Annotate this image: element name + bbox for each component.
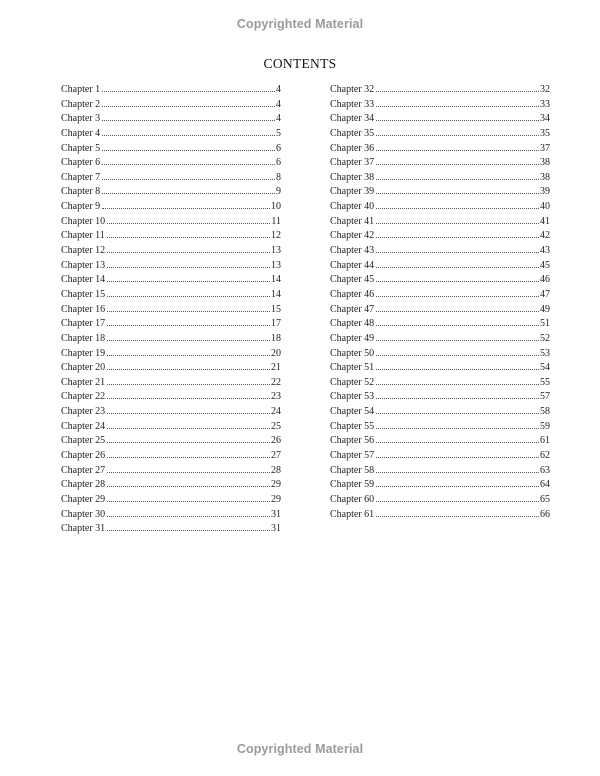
toc-entry-label: Chapter 52 <box>330 376 375 388</box>
toc-entry[interactable] <box>61 347 281 362</box>
toc-entry-label: Chapter 47 <box>330 303 375 315</box>
toc-entry[interactable] <box>61 522 281 537</box>
toc-entry-page-number: 32 <box>540 84 550 95</box>
toc-entry-label: Chapter 21 <box>61 376 106 388</box>
dot-leader <box>376 252 539 253</box>
dot-leader <box>376 164 539 165</box>
toc-entry[interactable] <box>61 434 281 449</box>
dot-leader <box>376 179 539 180</box>
dot-leader <box>107 384 270 385</box>
toc-entry[interactable] <box>330 142 550 157</box>
toc-entry-page-number: 21 <box>271 362 281 374</box>
toc-entry-label: Chapter 22 <box>61 391 106 403</box>
toc-entry-page-number: 4 <box>276 98 281 110</box>
toc-entry[interactable] <box>61 390 281 405</box>
toc-entry-label: Chapter 55 <box>330 420 375 432</box>
toc-entry[interactable] <box>330 317 550 332</box>
toc-entry-label: Chapter 5 <box>61 142 101 154</box>
toc-entry[interactable] <box>330 127 550 142</box>
toc-entry-label: Chapter 25 <box>61 435 106 447</box>
toc-entry[interactable] <box>330 288 550 303</box>
toc-entry[interactable] <box>330 303 550 318</box>
dot-leader <box>376 398 539 399</box>
dot-leader <box>376 428 539 429</box>
toc-entry[interactable] <box>61 98 281 113</box>
toc-entry[interactable] <box>330 347 550 362</box>
toc-entry[interactable] <box>330 361 550 376</box>
dot-leader <box>376 369 539 370</box>
toc-entry-label: Chapter 28 <box>61 479 106 491</box>
toc-entry-page-number: 14 <box>271 288 281 300</box>
toc-entry[interactable] <box>61 229 281 244</box>
toc-entry-label: Chapter 32 <box>330 84 375 95</box>
toc-entry[interactable] <box>330 156 550 171</box>
toc-entry-page-number: 4 <box>276 113 281 125</box>
toc-entry[interactable] <box>61 303 281 318</box>
toc-entry[interactable] <box>330 244 550 259</box>
toc-entry-page-number: 4 <box>276 84 281 95</box>
dot-leader <box>107 516 270 517</box>
toc-entry[interactable] <box>330 112 550 127</box>
toc-entry-label: Chapter 17 <box>61 318 106 330</box>
dot-leader <box>376 296 539 297</box>
dot-leader <box>107 296 270 297</box>
toc-entry-label: Chapter 15 <box>61 288 106 300</box>
toc-entry-label: Chapter 13 <box>61 259 106 271</box>
toc-entry-label: Chapter 51 <box>330 362 375 374</box>
toc-entry-page-number: 54 <box>540 362 550 374</box>
toc-entry-page-number: 55 <box>540 376 550 388</box>
toc-entry[interactable] <box>61 376 281 391</box>
toc-entry-page-number: 12 <box>271 230 281 242</box>
dot-leader <box>107 355 270 356</box>
toc-entry[interactable] <box>61 200 281 215</box>
toc-entry-page-number: 29 <box>271 479 281 491</box>
dot-leader <box>107 472 270 473</box>
toc-entry-label: Chapter 44 <box>330 259 375 271</box>
toc-entry[interactable] <box>61 259 281 274</box>
toc-entry[interactable] <box>61 156 281 171</box>
toc-entry[interactable] <box>330 98 550 113</box>
toc-entry[interactable] <box>330 273 550 288</box>
dot-leader <box>107 530 270 531</box>
toc-entry-label: Chapter 8 <box>61 186 101 198</box>
toc-entry-page-number: 38 <box>540 157 550 169</box>
toc-entry[interactable] <box>330 200 550 215</box>
toc-entry-page-number: 66 <box>540 508 550 520</box>
toc-column-left <box>61 83 281 537</box>
toc-entry[interactable] <box>61 244 281 259</box>
toc-entry-page-number: 20 <box>271 347 281 359</box>
toc-entry[interactable] <box>61 288 281 303</box>
toc-entry[interactable] <box>61 361 281 376</box>
toc-entry[interactable] <box>330 376 550 391</box>
toc-entry-page-number: 53 <box>540 347 550 359</box>
dot-leader <box>376 135 539 136</box>
toc-column-right <box>330 83 550 522</box>
toc-entry[interactable] <box>330 508 550 523</box>
dot-leader <box>376 223 539 224</box>
toc-entry-label: Chapter 31 <box>61 523 106 535</box>
toc-entry-page-number: 64 <box>540 479 550 491</box>
toc-entry-page-number: 49 <box>540 303 550 315</box>
toc-entry-page-number: 10 <box>271 201 281 213</box>
dot-leader <box>102 164 275 165</box>
toc-entry-label: Chapter 12 <box>61 245 106 257</box>
toc-entry-label: Chapter 37 <box>330 157 375 169</box>
toc-entry-label: Chapter 1 <box>61 84 101 95</box>
toc-entry-page-number: 61 <box>540 435 550 447</box>
toc-entry-page-number: 28 <box>271 464 281 476</box>
toc-entry[interactable] <box>61 420 281 435</box>
dot-leader <box>376 150 539 151</box>
toc-entry-page-number: 41 <box>540 215 550 227</box>
toc-entry-label: Chapter 35 <box>330 127 375 139</box>
dot-leader <box>376 355 539 356</box>
toc-entry-label: Chapter 39 <box>330 186 375 198</box>
dot-leader <box>107 223 270 224</box>
toc-entry[interactable] <box>330 171 550 186</box>
toc-entry-page-number: 15 <box>271 303 281 315</box>
toc-entry[interactable] <box>330 229 550 244</box>
toc-entry-page-number: 58 <box>540 406 550 418</box>
dot-leader <box>107 442 270 443</box>
toc-entry[interactable] <box>330 390 550 405</box>
toc-entry[interactable] <box>61 332 281 347</box>
toc-entry-page-number: 63 <box>540 464 550 476</box>
dot-leader <box>107 398 270 399</box>
toc-entry-page-number: 9 <box>276 186 281 198</box>
toc-entry-page-number: 40 <box>540 201 550 213</box>
toc-entry[interactable] <box>61 449 281 464</box>
toc-entry-page-number: 6 <box>276 157 281 169</box>
dot-leader <box>376 237 539 238</box>
dot-leader <box>102 150 275 151</box>
toc-entry-label: Chapter 56 <box>330 435 375 447</box>
dot-leader <box>376 208 539 209</box>
toc-entry-label: Chapter 41 <box>330 215 375 227</box>
toc-entry-page-number: 25 <box>271 420 281 432</box>
dot-leader <box>376 91 539 92</box>
toc-entry[interactable] <box>61 83 281 98</box>
toc-entry-page-number: 31 <box>271 508 281 520</box>
toc-entry-page-number: 38 <box>540 171 550 183</box>
toc-entry-label: Chapter 9 <box>61 201 101 213</box>
toc-entry[interactable] <box>61 405 281 420</box>
dot-leader <box>107 267 270 268</box>
page-title: CONTENTS <box>263 56 337 71</box>
toc-entry-label: Chapter 45 <box>330 274 375 286</box>
toc-entry-page-number: 59 <box>540 420 550 432</box>
dot-leader <box>376 106 539 107</box>
toc-entry-page-number: 17 <box>271 318 281 330</box>
toc-entry-label: Chapter 40 <box>330 201 375 213</box>
toc-entry-page-number: 65 <box>540 493 550 505</box>
toc-entry-page-number: 22 <box>271 376 281 388</box>
toc-entry-label: Chapter 30 <box>61 508 106 520</box>
toc-entry-label: Chapter 26 <box>61 450 106 462</box>
dot-leader <box>107 486 270 487</box>
dot-leader <box>376 486 539 487</box>
toc-entry-label: Chapter 27 <box>61 464 106 476</box>
dot-leader <box>376 311 539 312</box>
dot-leader <box>102 179 275 180</box>
dot-leader <box>102 135 275 136</box>
toc-entry-label: Chapter 36 <box>330 142 375 154</box>
toc-entry-page-number: 47 <box>540 288 550 300</box>
toc-entry-label: Chapter 33 <box>330 98 375 110</box>
dot-leader <box>376 193 539 194</box>
toc-entry[interactable] <box>61 127 281 142</box>
dot-leader <box>102 106 275 107</box>
toc-entry-page-number: 31 <box>271 523 281 535</box>
dot-leader <box>107 325 270 326</box>
toc-entry[interactable] <box>61 273 281 288</box>
dot-leader <box>102 193 275 194</box>
toc-entry-page-number: 34 <box>540 113 550 125</box>
toc-entry-label: Chapter 58 <box>330 464 375 476</box>
toc-entry-page-number: 11 <box>271 215 281 227</box>
toc-entry[interactable] <box>330 449 550 464</box>
toc-entry-label: Chapter 16 <box>61 303 106 315</box>
toc-entry-page-number: 57 <box>540 391 550 403</box>
toc-entry-page-number: 39 <box>540 186 550 198</box>
toc-entry-label: Chapter 42 <box>330 230 375 242</box>
toc-entry[interactable] <box>330 332 550 347</box>
toc-entry-label: Chapter 29 <box>61 493 106 505</box>
toc-entry-page-number: 5 <box>276 127 281 139</box>
toc-entry-label: Chapter 34 <box>330 113 375 125</box>
toc-entry[interactable] <box>330 493 550 508</box>
toc-entry[interactable] <box>61 142 281 157</box>
toc-entry-page-number: 29 <box>271 493 281 505</box>
toc-entry-page-number: 27 <box>271 450 281 462</box>
toc-entry-label: Chapter 7 <box>61 171 101 183</box>
toc-entry-page-number: 52 <box>540 332 550 344</box>
toc-entry-label: Chapter 50 <box>330 347 375 359</box>
dot-leader <box>376 442 539 443</box>
toc-entry-page-number: 37 <box>540 142 550 154</box>
toc-entry[interactable] <box>61 112 281 127</box>
dot-leader <box>376 501 539 502</box>
toc-entry-label: Chapter 11 <box>61 230 105 242</box>
dot-leader <box>107 281 270 282</box>
toc-entry[interactable] <box>61 493 281 508</box>
dot-leader <box>376 457 539 458</box>
copyright-watermark-top: Copyrighted Material <box>236 17 364 31</box>
toc-entry-label: Chapter 14 <box>61 274 106 286</box>
dot-leader <box>102 91 275 92</box>
toc-entry-page-number: 18 <box>271 332 281 344</box>
toc-entry-label: Chapter 23 <box>61 406 106 418</box>
toc-entry-label: Chapter 2 <box>61 98 101 110</box>
toc-entry[interactable] <box>330 83 550 98</box>
toc-entry[interactable] <box>330 478 550 493</box>
dot-leader <box>376 281 539 282</box>
dot-leader <box>376 472 539 473</box>
toc-entry-label: Chapter 61 <box>330 508 375 520</box>
toc-entry-page-number: 8 <box>276 171 281 183</box>
dot-leader <box>376 340 539 341</box>
toc-entry[interactable] <box>330 405 550 420</box>
copyright-watermark-bottom: Copyrighted Material <box>236 742 364 756</box>
dot-leader <box>107 311 270 312</box>
dot-leader <box>107 428 270 429</box>
dot-leader <box>376 120 539 121</box>
toc-entry-page-number: 13 <box>271 259 281 271</box>
toc-entry-page-number: 35 <box>540 127 550 139</box>
dot-leader <box>376 267 539 268</box>
toc-entry[interactable] <box>330 464 550 479</box>
toc-entry-page-number: 33 <box>540 98 550 110</box>
toc-entry-label: Chapter 49 <box>330 332 375 344</box>
toc-entry-label: Chapter 10 <box>61 215 106 227</box>
toc-entry-label: Chapter 46 <box>330 288 375 300</box>
dot-leader <box>107 501 270 502</box>
toc-entry[interactable] <box>61 317 281 332</box>
toc-entry-label: Chapter 57 <box>330 450 375 462</box>
toc-entry-label: Chapter 24 <box>61 420 106 432</box>
toc-entry-label: Chapter 54 <box>330 406 375 418</box>
toc-entry[interactable] <box>330 434 550 449</box>
toc-entry[interactable] <box>61 185 281 200</box>
toc-entry[interactable] <box>61 171 281 186</box>
toc-entry-page-number: 14 <box>271 274 281 286</box>
toc-entry-label: Chapter 6 <box>61 157 101 169</box>
dot-leader <box>102 120 275 121</box>
toc-entry-label: Chapter 48 <box>330 318 375 330</box>
dot-leader <box>107 369 270 370</box>
toc-entry-page-number: 23 <box>271 391 281 403</box>
toc-entry-label: Chapter 38 <box>330 171 375 183</box>
toc-entry-label: Chapter 3 <box>61 113 101 125</box>
dot-leader <box>376 516 539 517</box>
toc-entry-page-number: 24 <box>271 406 281 418</box>
toc-entry[interactable] <box>61 464 281 479</box>
dot-leader <box>107 237 270 238</box>
dot-leader <box>376 413 539 414</box>
toc-entry-label: Chapter 19 <box>61 347 106 359</box>
dot-leader <box>376 384 539 385</box>
toc-entry[interactable] <box>330 259 550 274</box>
toc-entry-page-number: 51 <box>540 318 550 330</box>
toc-entry-label: Chapter 20 <box>61 362 106 374</box>
toc-entry[interactable] <box>61 215 281 230</box>
dot-leader <box>107 457 270 458</box>
toc-entry-label: Chapter 43 <box>330 245 375 257</box>
dot-leader <box>376 325 539 326</box>
toc-entry-page-number: 13 <box>271 245 281 257</box>
dot-leader <box>107 340 270 341</box>
toc-entry-page-number: 45 <box>540 259 550 271</box>
toc-entry[interactable] <box>330 215 550 230</box>
toc-entry[interactable] <box>61 508 281 523</box>
dot-leader <box>107 252 270 253</box>
toc-entry-page-number: 42 <box>540 230 550 242</box>
toc-entry[interactable] <box>330 185 550 200</box>
toc-entry-label: Chapter 18 <box>61 332 106 344</box>
dot-leader <box>102 208 270 209</box>
toc-entry-page-number: 43 <box>540 245 550 257</box>
toc-entry-label: Chapter 59 <box>330 479 375 491</box>
toc-entry-label: Chapter 60 <box>330 493 375 505</box>
dot-leader <box>107 413 270 414</box>
toc-entry-page-number: 26 <box>271 435 281 447</box>
toc-entry[interactable] <box>61 478 281 493</box>
toc-entry[interactable] <box>330 420 550 435</box>
toc-entry-page-number: 62 <box>540 450 550 462</box>
toc-entry-page-number: 6 <box>276 142 281 154</box>
toc-entry-label: Chapter 53 <box>330 391 375 403</box>
toc-entry-page-number: 46 <box>540 274 550 286</box>
toc-entry-label: Chapter 4 <box>61 127 101 139</box>
